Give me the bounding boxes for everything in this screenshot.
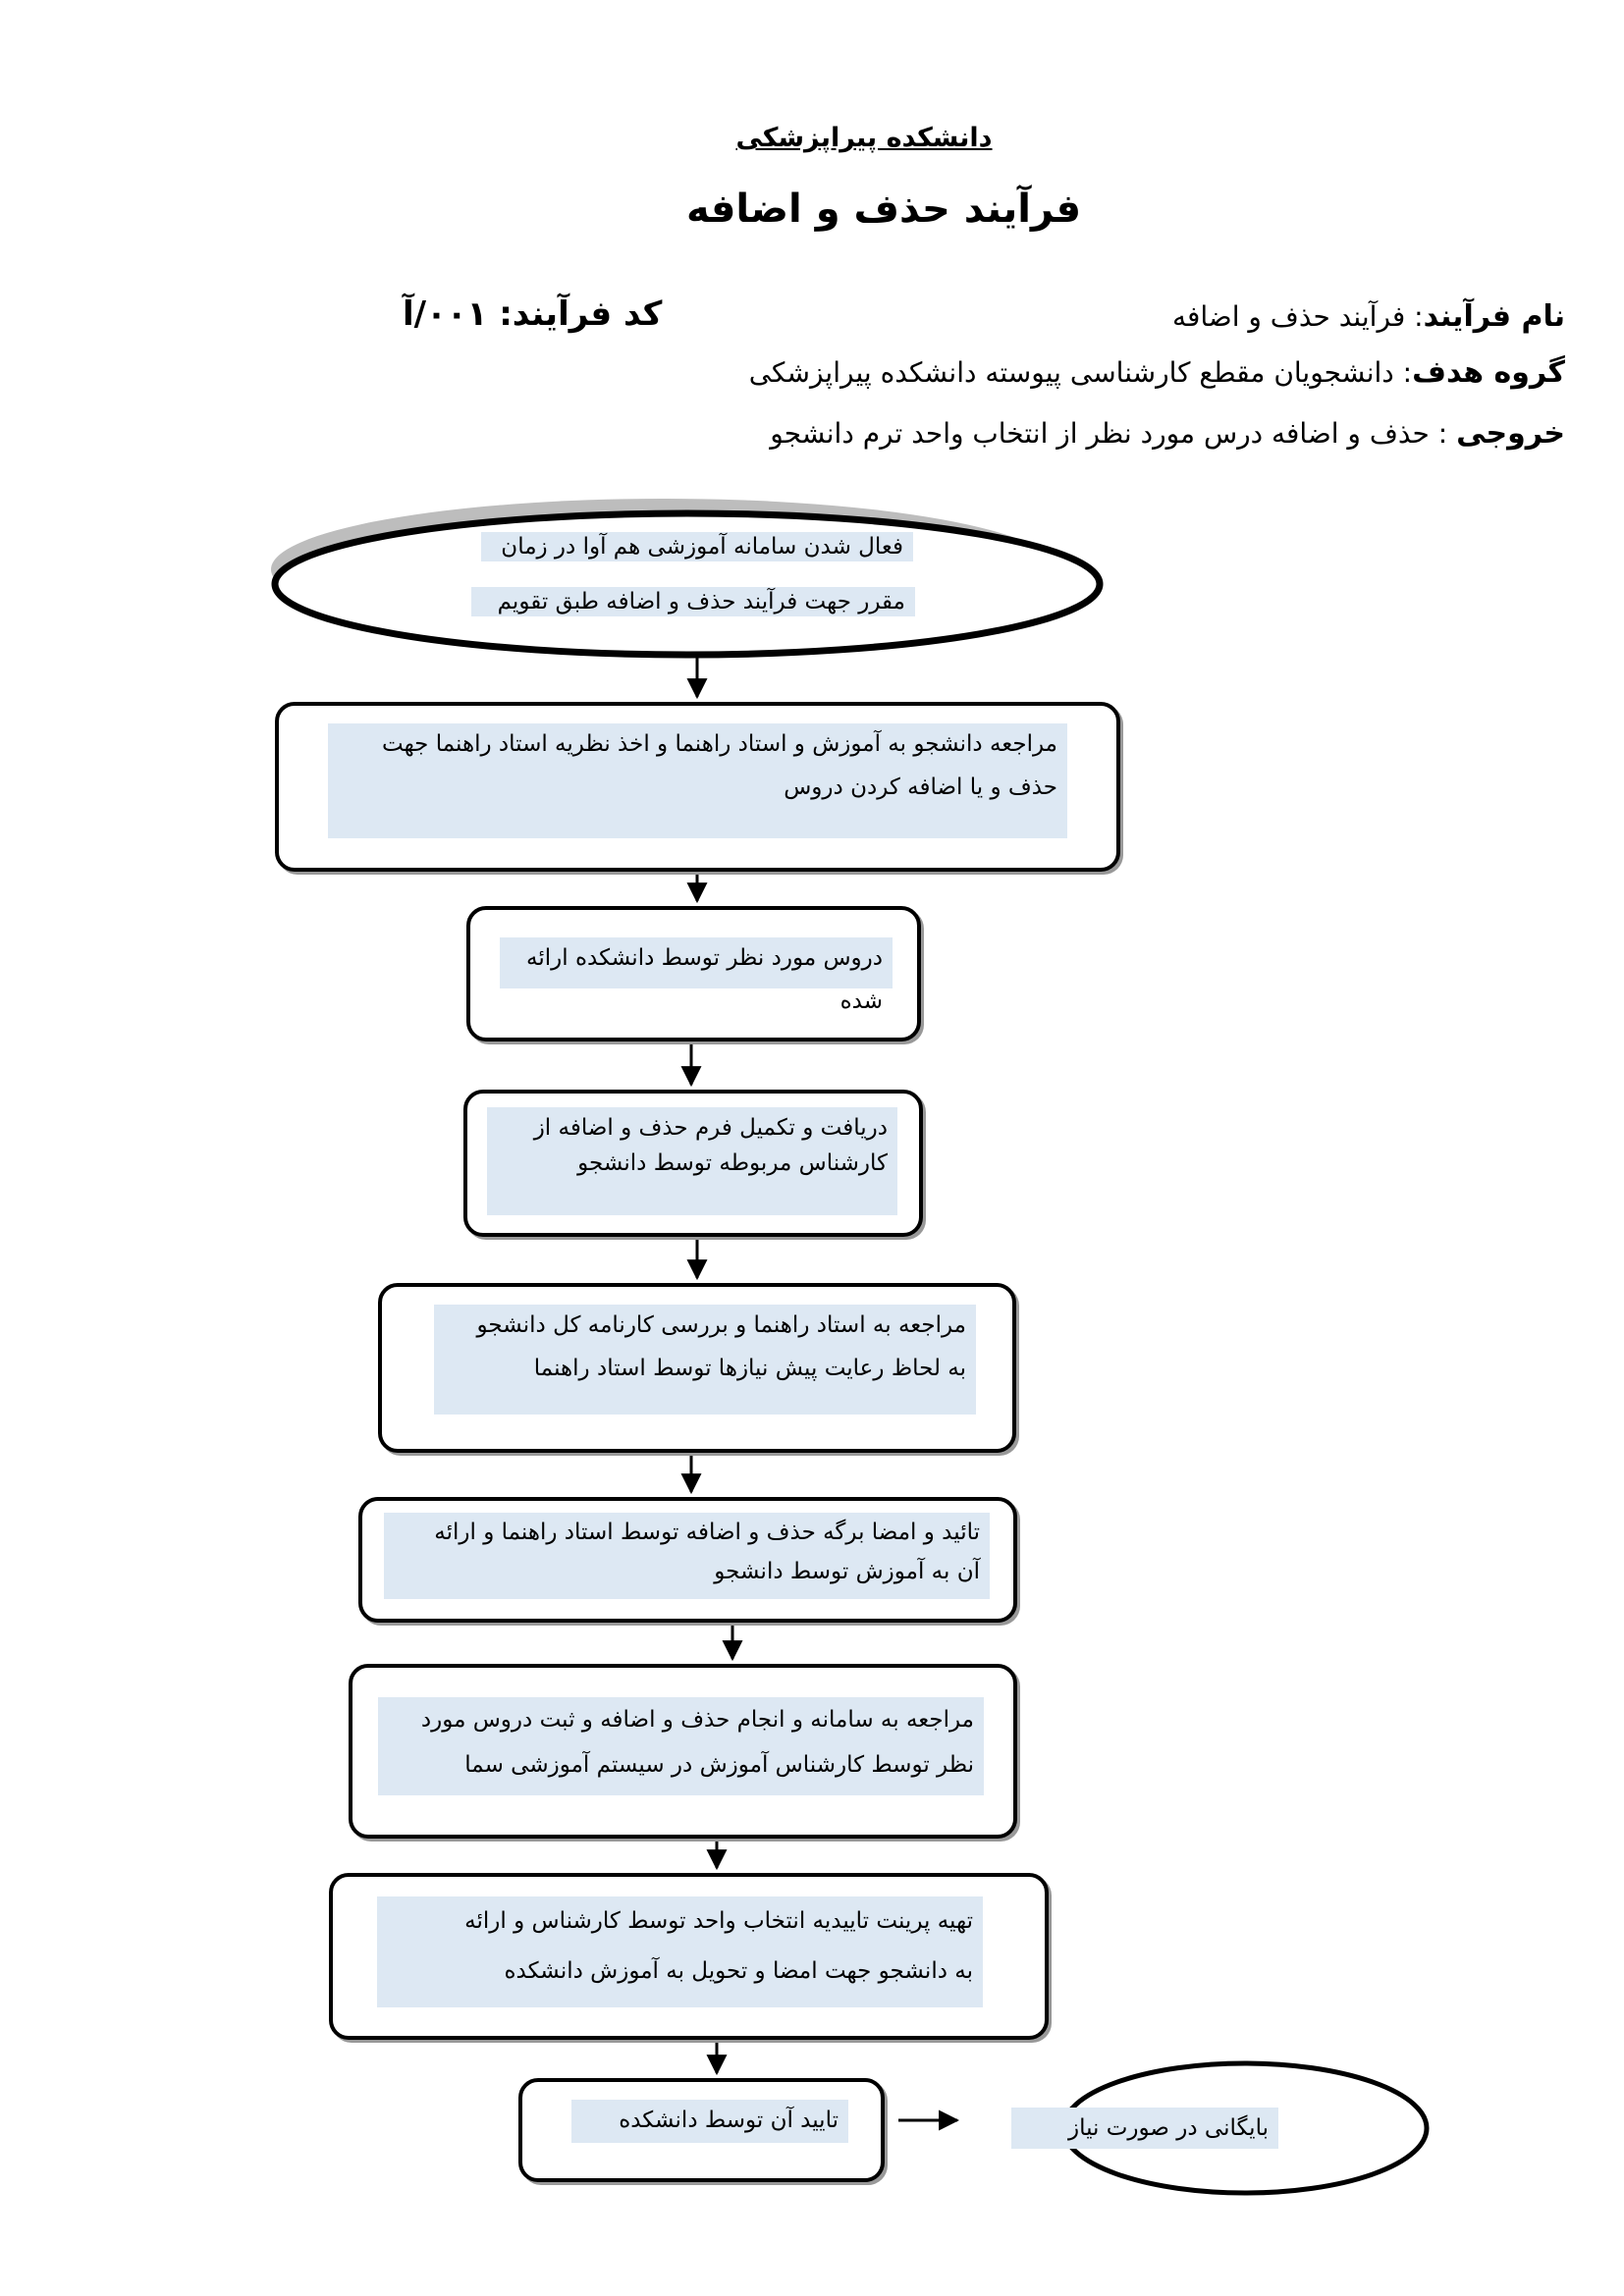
faculty-name: دانشکده پیراپزشکی bbox=[735, 123, 993, 153]
step-7-box bbox=[349, 1664, 1017, 1839]
step-3-line-1: دروس مورد نظر توسط دانشکده ارائه شده bbox=[526, 945, 883, 1014]
process-name-label: نام فرآیند bbox=[1423, 299, 1565, 334]
step-6-line-2: آن به آموزش توسط دانشجو bbox=[714, 1559, 980, 1585]
step-8-line-2: به دانشجو جهت امضا و تحویل به آموزش دانشکده bbox=[504, 1957, 973, 1984]
step-4-line-1: دریافت و تکمیل فرم حذف و اضافه از bbox=[533, 1115, 888, 1141]
output-label: خروجی bbox=[1456, 416, 1565, 451]
step-7-line-2: نظر توسط کارشناس آموزش در سیستم آموزشی سما bbox=[464, 1752, 974, 1778]
step-5-line-1: مراجعه به استاد راهنما و بررسی کارنامه کل دانشجو bbox=[476, 1312, 966, 1338]
step-1-line-1: فعال شدن سامانه آموزشی هم آوا در زمان bbox=[481, 532, 913, 561]
target-group-label: گروه هدف bbox=[1412, 355, 1565, 390]
step-9-box bbox=[518, 2078, 885, 2182]
process-code-value: ۰۰۱/آ bbox=[403, 294, 488, 334]
page-title: فرآیند حذف و اضافه bbox=[685, 187, 1082, 232]
step-10-line-1: بایگانی در صورت نیاز bbox=[1011, 2108, 1278, 2149]
step-8-box bbox=[329, 1873, 1049, 2040]
target-group-value: : دانشجویان مقطع کارشناسی پیوسته دانشکده پیراپزشکی bbox=[748, 356, 1413, 389]
step-7-line-1: مراجعه به سامانه و انجام حذف و اضافه و ثبت دروس مورد bbox=[420, 1707, 974, 1733]
step-1-line-2: مقرر جهت فرآیند حذف و اضافه طبق تقویم bbox=[471, 587, 915, 616]
step-3-box bbox=[466, 906, 921, 1041]
step-5-box bbox=[378, 1283, 1016, 1453]
process-code-label: کد فرآیند: bbox=[499, 294, 663, 334]
output-value: : حذف و اضافه درس مورد نظر از انتخاب واحد ترم دانشجو bbox=[770, 417, 1457, 450]
step-2-line-2: حذف و یا اضافه کردن دروس bbox=[784, 774, 1057, 800]
step-5-line-2: به لحاظ رعایت پیش نیازها توسط استاد راهنما bbox=[533, 1355, 966, 1381]
process-name-value: : فرآیند حذف و اضافه bbox=[1171, 300, 1424, 333]
step-6-box bbox=[358, 1497, 1017, 1623]
step-6-line-1: تائید و امضا برگه حذف و اضافه توسط استاد راهنما و ارائه bbox=[434, 1520, 980, 1545]
step-2-box bbox=[275, 702, 1120, 872]
step-8-line-1: تهیه پرینت تاییدیه انتخاب واحد توسط کارشناس و ارائه bbox=[464, 1908, 973, 1934]
step-9-line-1: تایید آن توسط دانشکده bbox=[619, 2108, 839, 2133]
step-2-line-1: مراجعه دانشجو به آموزش و استاد راهنما و اخذ نظریه استاد راهنما جهت bbox=[381, 731, 1057, 757]
step-4-box bbox=[463, 1090, 923, 1237]
step-4-line-2: کارشناس مربوطه توسط دانشجو bbox=[577, 1149, 888, 1176]
